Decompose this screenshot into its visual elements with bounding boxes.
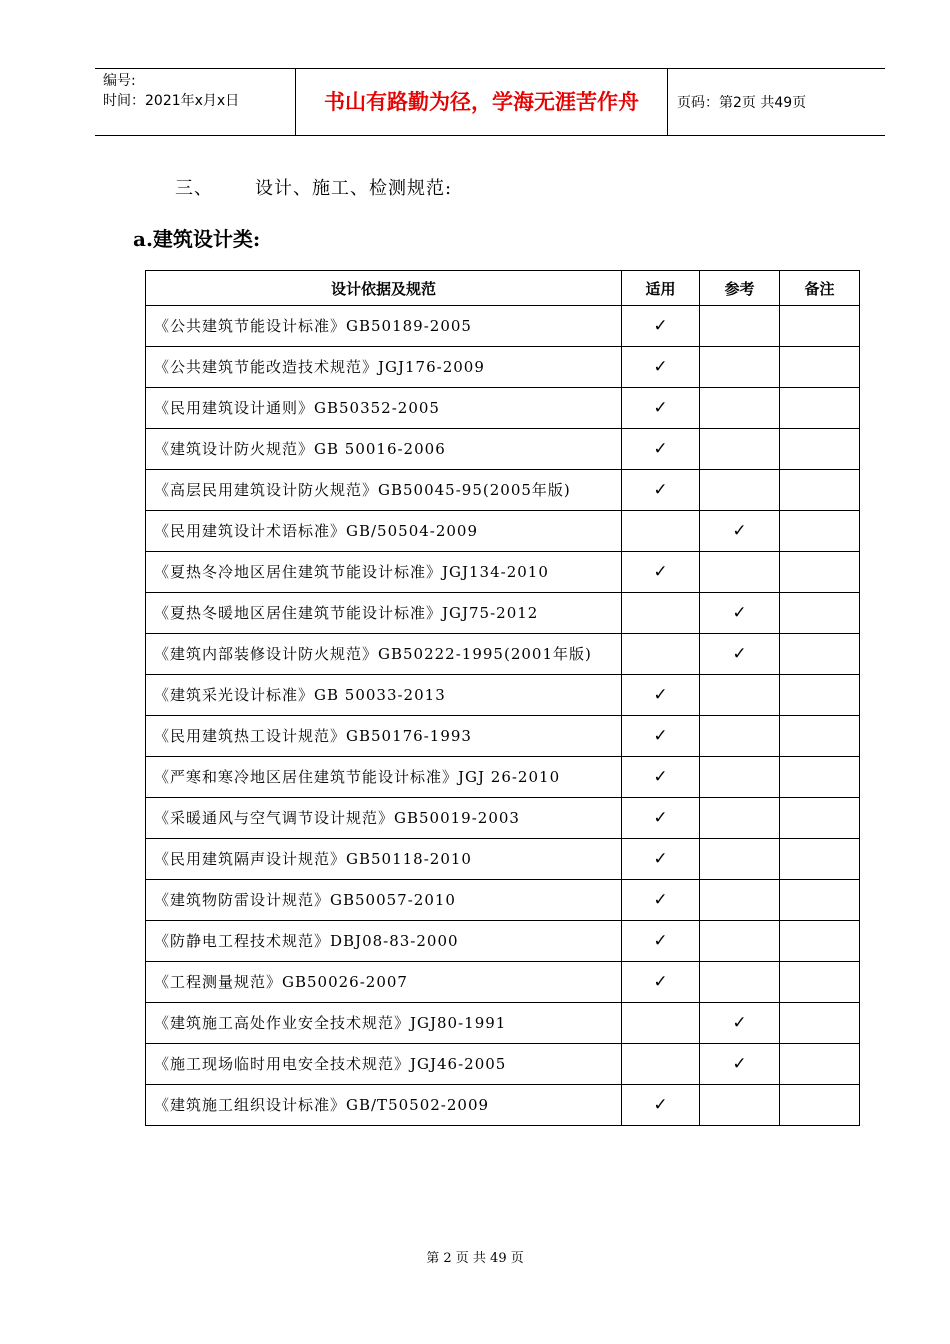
reference-cell	[700, 921, 780, 962]
remarks-cell	[780, 593, 860, 634]
reference-cell	[700, 716, 780, 757]
applicable-cell	[622, 962, 700, 1003]
remarks-cell	[780, 839, 860, 880]
standard-name-cell: 《采暖通风与空气调节设计规范》GB50019-2003	[146, 798, 622, 839]
applicable-cell	[622, 511, 700, 552]
checkmark-icon: ✓	[732, 521, 747, 541]
checkmark-icon: ✓	[732, 1013, 747, 1033]
remarks-cell	[780, 880, 860, 921]
checkmark-icon: ✓	[653, 1095, 668, 1115]
checkmark-icon: ✓	[732, 644, 747, 664]
header-cell-remarks: 备注	[780, 271, 860, 306]
table-body	[146, 306, 860, 1126]
applicable-cell	[622, 1044, 700, 1085]
reference-cell	[700, 306, 780, 347]
header-cell-applicable: 适用	[622, 271, 700, 306]
table-row	[146, 880, 860, 921]
table-row	[146, 429, 860, 470]
remarks-cell	[780, 921, 860, 962]
page-header	[95, 68, 885, 136]
remarks-cell	[780, 552, 860, 593]
table-row	[146, 1085, 860, 1126]
reference-cell	[700, 1044, 780, 1085]
standard-name-cell: 《民用建筑设计通则》GB50352-2005	[146, 388, 622, 429]
table-row	[146, 593, 860, 634]
standard-name-cell: 《高层民用建筑设计防火规范》GB50045-95(2005年版)	[146, 470, 622, 511]
reference-cell	[700, 757, 780, 798]
table-row	[146, 757, 860, 798]
applicable-cell	[622, 675, 700, 716]
checkmark-icon: ✓	[653, 767, 668, 787]
remarks-cell	[780, 388, 860, 429]
header-meta	[103, 71, 293, 111]
standard-name-cell: 《建筑内部装修设计防火规范》GB50222-1995(2001年版)	[146, 634, 622, 675]
reference-cell	[700, 470, 780, 511]
date-label: 时间：2021年x月x日	[103, 93, 240, 109]
applicable-cell	[622, 757, 700, 798]
remarks-cell	[780, 716, 860, 757]
subsection-heading: a.建筑设计类:	[133, 227, 261, 251]
table-row	[146, 798, 860, 839]
header-page-label: 页码：第2页 共49页	[677, 95, 807, 111]
remarks-cell	[780, 1003, 860, 1044]
applicable-cell	[622, 1085, 700, 1126]
table-row	[146, 388, 860, 429]
table-row	[146, 552, 860, 593]
table-row	[146, 839, 860, 880]
table-row	[146, 1044, 860, 1085]
table-row	[146, 306, 860, 347]
table-row	[146, 511, 860, 552]
checkmark-icon: ✓	[653, 480, 668, 500]
remarks-cell	[780, 1085, 860, 1126]
reference-cell	[700, 511, 780, 552]
checkmark-icon: ✓	[732, 1054, 747, 1074]
table-row	[146, 921, 860, 962]
checkmark-icon: ✓	[653, 685, 668, 705]
table-row	[146, 962, 860, 1003]
serial-label: 编号:	[103, 73, 136, 89]
standard-name-cell: 《建筑物防雷设计规范》GB50057-2010	[146, 880, 622, 921]
checkmark-icon: ✓	[653, 931, 668, 951]
standard-name-cell: 《建筑施工组织设计标准》GB/T50502-2009	[146, 1085, 622, 1126]
table-row	[146, 347, 860, 388]
standard-name-cell: 《民用建筑热工设计规范》GB50176-1993	[146, 716, 622, 757]
remarks-cell	[780, 306, 860, 347]
table-header-row	[146, 271, 860, 306]
remarks-cell	[780, 675, 860, 716]
page-footer: 第 2 页 共 49 页	[426, 1251, 524, 1266]
applicable-cell	[622, 716, 700, 757]
section-title: 设计、施工、检测规范:	[255, 178, 453, 199]
standard-name-cell: 《工程测量规范》GB50026-2007	[146, 962, 622, 1003]
remarks-cell	[780, 757, 860, 798]
applicable-cell	[622, 798, 700, 839]
reference-cell	[700, 388, 780, 429]
applicable-cell	[622, 634, 700, 675]
table-row	[146, 1003, 860, 1044]
reference-cell	[700, 593, 780, 634]
checkmark-icon: ✓	[653, 439, 668, 459]
checkmark-icon: ✓	[653, 972, 668, 992]
checkmark-icon: ✓	[653, 316, 668, 336]
applicable-cell	[622, 347, 700, 388]
standard-name-cell: 《夏热冬暖地区居住建筑节能设计标准》JGJ75-2012	[146, 593, 622, 634]
reference-cell	[700, 347, 780, 388]
header-cell-reference: 参考	[700, 271, 780, 306]
header-cell-standard: 设计依据及规范	[146, 271, 622, 306]
header-motto: 书山有路勤为径，学海无涯苦作舟	[324, 90, 639, 114]
remarks-cell	[780, 798, 860, 839]
reference-cell	[700, 839, 780, 880]
applicable-cell	[622, 388, 700, 429]
standards-table	[145, 270, 860, 1126]
table-row	[146, 675, 860, 716]
applicable-cell	[622, 1003, 700, 1044]
remarks-cell	[780, 634, 860, 675]
checkmark-icon: ✓	[653, 398, 668, 418]
reference-cell	[700, 552, 780, 593]
applicable-cell	[622, 429, 700, 470]
reference-cell	[700, 675, 780, 716]
header-divider	[667, 69, 668, 135]
reference-cell	[700, 634, 780, 675]
reference-cell	[700, 880, 780, 921]
standard-name-cell: 《公共建筑节能改造技术规范》JGJ176-2009	[146, 347, 622, 388]
reference-cell	[700, 1085, 780, 1126]
remarks-cell	[780, 470, 860, 511]
applicable-cell	[622, 470, 700, 511]
applicable-cell	[622, 593, 700, 634]
applicable-cell	[622, 839, 700, 880]
remarks-cell	[780, 347, 860, 388]
standard-name-cell: 《防静电工程技术规范》DBJ08-83-2000	[146, 921, 622, 962]
reference-cell	[700, 962, 780, 1003]
checkmark-icon: ✓	[653, 726, 668, 746]
checkmark-icon: ✓	[653, 808, 668, 828]
remarks-cell	[780, 429, 860, 470]
reference-cell	[700, 1003, 780, 1044]
applicable-cell	[622, 921, 700, 962]
remarks-cell	[780, 962, 860, 1003]
standard-name-cell: 《民用建筑设计术语标准》GB/50504-2009	[146, 511, 622, 552]
applicable-cell	[622, 552, 700, 593]
reference-cell	[700, 798, 780, 839]
table-row	[146, 634, 860, 675]
section-heading	[175, 174, 452, 200]
table-row	[146, 470, 860, 511]
standard-name-cell: 《建筑采光设计标准》GB 50033-2013	[146, 675, 622, 716]
checkmark-icon: ✓	[653, 357, 668, 377]
remarks-cell	[780, 1044, 860, 1085]
applicable-cell	[622, 306, 700, 347]
checkmark-icon: ✓	[653, 849, 668, 869]
standard-name-cell: 《严寒和寒冷地区居住建筑节能设计标准》JGJ 26-2010	[146, 757, 622, 798]
applicable-cell	[622, 880, 700, 921]
checkmark-icon: ✓	[732, 603, 747, 623]
checkmark-icon: ✓	[653, 562, 668, 582]
table-row	[146, 716, 860, 757]
standard-name-cell: 《夏热冬冷地区居住建筑节能设计标准》JGJ134-2010	[146, 552, 622, 593]
standard-name-cell: 《建筑设计防火规范》GB 50016-2006	[146, 429, 622, 470]
standard-name-cell: 《民用建筑隔声设计规范》GB50118-2010	[146, 839, 622, 880]
standard-name-cell: 《公共建筑节能设计标准》GB50189-2005	[146, 306, 622, 347]
section-number: 三、	[175, 178, 213, 199]
standard-name-cell: 《施工现场临时用电安全技术规范》JGJ46-2005	[146, 1044, 622, 1085]
checkmark-icon: ✓	[653, 890, 668, 910]
reference-cell	[700, 429, 780, 470]
remarks-cell	[780, 511, 860, 552]
standard-name-cell: 《建筑施工高处作业安全技术规范》JGJ80-1991	[146, 1003, 622, 1044]
